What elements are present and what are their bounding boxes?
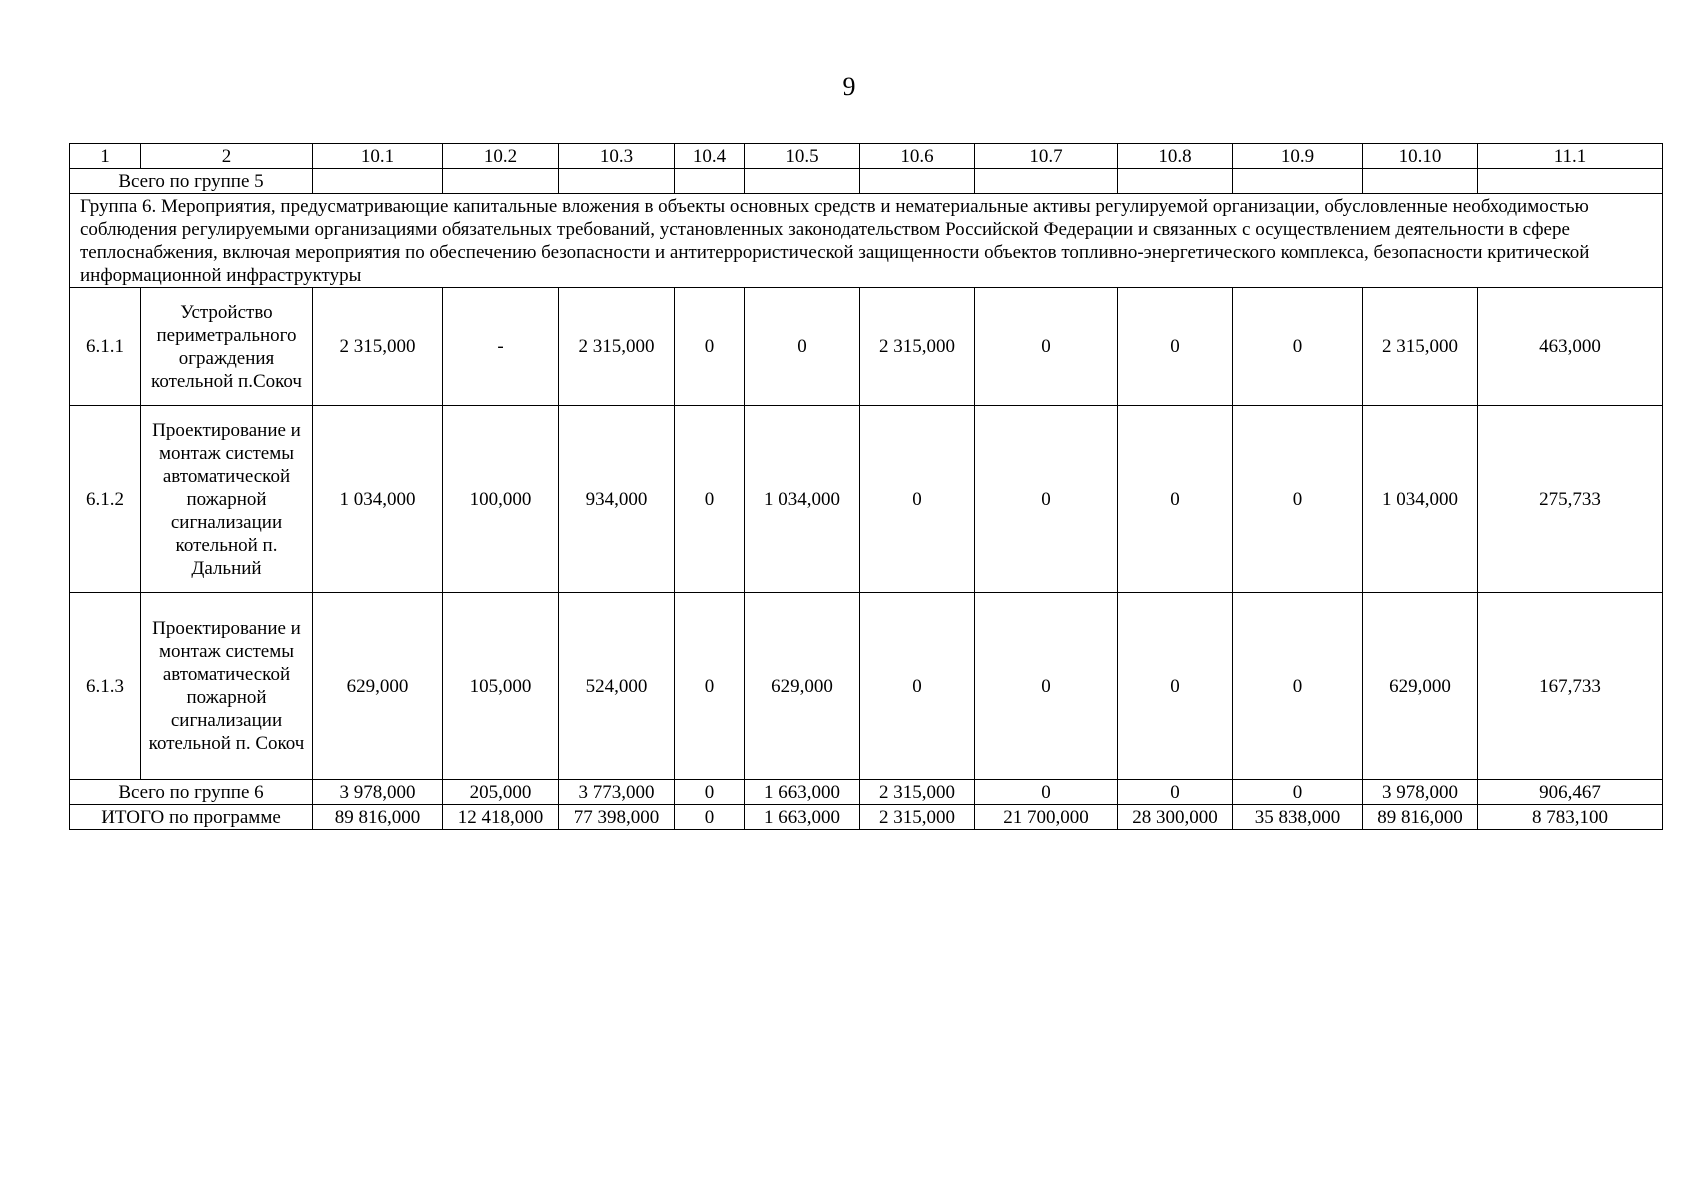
header-cell: 10.8	[1118, 144, 1233, 169]
empty-cell	[860, 169, 975, 194]
value-cell: 89 816,000	[1363, 805, 1478, 830]
value-cell: 0	[1233, 288, 1363, 406]
value-cell: 0	[1118, 288, 1233, 406]
budget-table	[69, 143, 1663, 830]
value-cell: 0	[675, 288, 745, 406]
empty-cell	[313, 169, 443, 194]
header-cell: 1	[70, 144, 141, 169]
header-cell: 10.1	[313, 144, 443, 169]
value-cell: 3 773,000	[559, 780, 675, 805]
value-cell: 167,733	[1478, 593, 1663, 780]
value-cell: 1 663,000	[745, 805, 860, 830]
value-cell: 35 838,000	[1233, 805, 1363, 830]
total-group-5-row	[70, 169, 1663, 194]
total-program-label: ИТОГО по программе	[70, 805, 313, 830]
value-cell: 2 315,000	[1363, 288, 1478, 406]
value-cell: 0	[1118, 406, 1233, 593]
header-cell: 10.5	[745, 144, 860, 169]
header-cell: 10.9	[1233, 144, 1363, 169]
value-cell: 0	[675, 406, 745, 593]
value-cell: 0	[975, 780, 1118, 805]
value-cell: 100,000	[443, 406, 559, 593]
value-cell: 1 663,000	[745, 780, 860, 805]
value-cell: 2 315,000	[559, 288, 675, 406]
value-cell: 2 315,000	[313, 288, 443, 406]
value-cell: 1 034,000	[1363, 406, 1478, 593]
header-row	[70, 144, 1663, 169]
total-program-row	[70, 805, 1663, 830]
value-cell: 89 816,000	[313, 805, 443, 830]
value-cell: 0	[1233, 593, 1363, 780]
total-group-6-row	[70, 780, 1663, 805]
header-cell: 10.2	[443, 144, 559, 169]
table-row	[70, 288, 1663, 406]
empty-cell	[1118, 169, 1233, 194]
header-cell: 10.10	[1363, 144, 1478, 169]
header-cell: 2	[141, 144, 313, 169]
value-cell: 0	[975, 288, 1118, 406]
value-cell: 28 300,000	[1118, 805, 1233, 830]
value-cell: 1 034,000	[313, 406, 443, 593]
value-cell: 2 315,000	[860, 288, 975, 406]
page-number: 9	[842, 72, 856, 101]
value-cell: 0	[1233, 780, 1363, 805]
empty-cell	[1478, 169, 1663, 194]
empty-cell	[559, 169, 675, 194]
value-cell: 0	[675, 593, 745, 780]
value-cell: 275,733	[1478, 406, 1663, 593]
value-cell: 0	[675, 805, 745, 830]
measure-name: Проектирование и монтаж системы автоматической пожарной сигнализации котельной п. Дальний	[141, 406, 313, 593]
empty-cell	[675, 169, 745, 194]
value-cell: 0	[1233, 406, 1363, 593]
value-cell: 0	[860, 593, 975, 780]
value-cell: 8 783,100	[1478, 805, 1663, 830]
row-number: 6.1.3	[70, 593, 141, 780]
table-row	[70, 406, 1663, 593]
total-group-5-label: Всего по группе 5	[70, 169, 313, 194]
header-cell: 11.1	[1478, 144, 1663, 169]
value-cell: 0	[745, 288, 860, 406]
value-cell: 3 978,000	[313, 780, 443, 805]
empty-cell	[975, 169, 1118, 194]
value-cell: 629,000	[1363, 593, 1478, 780]
value-cell: 2 315,000	[860, 805, 975, 830]
header-cell: 10.4	[675, 144, 745, 169]
value-cell: -	[443, 288, 559, 406]
value-cell: 3 978,000	[1363, 780, 1478, 805]
value-cell: 0	[1118, 593, 1233, 780]
empty-cell	[1233, 169, 1363, 194]
value-cell: 21 700,000	[975, 805, 1118, 830]
table-row	[70, 593, 1663, 780]
row-number: 6.1.2	[70, 406, 141, 593]
value-cell: 77 398,000	[559, 805, 675, 830]
empty-cell	[443, 169, 559, 194]
measure-name: Устройство периметрального ограждения котельной п.Сокоч	[141, 288, 313, 406]
value-cell: 463,000	[1478, 288, 1663, 406]
value-cell: 906,467	[1478, 780, 1663, 805]
group-6-header-row	[70, 194, 1663, 288]
value-cell: 629,000	[745, 593, 860, 780]
value-cell: 0	[975, 593, 1118, 780]
value-cell: 105,000	[443, 593, 559, 780]
empty-cell	[745, 169, 860, 194]
value-cell: 12 418,000	[443, 805, 559, 830]
value-cell: 524,000	[559, 593, 675, 780]
value-cell: 0	[975, 406, 1118, 593]
header-cell: 10.3	[559, 144, 675, 169]
value-cell: 0	[1118, 780, 1233, 805]
total-group-6-label: Всего по группе 6	[70, 780, 313, 805]
group-6-description: Группа 6. Мероприятия, предусматривающие капитальные вложения в объекты основных средств и нематериальные активы регулируемой организации, обусловленные необходимостью соблюдения регулируемыми организациями обязательных требований, установленных законодательством Российской Федерации и связанных с осуществлением деятельности в сфере теплоснабжения, включая мероприятия по обеспечению безопасности и антитеррористической защищенности объектов топливно-энергетического комплекса, безопасности критической информационной инфраструктуры	[70, 194, 1663, 288]
header-cell: 10.7	[975, 144, 1118, 169]
value-cell: 629,000	[313, 593, 443, 780]
value-cell: 0	[675, 780, 745, 805]
value-cell: 205,000	[443, 780, 559, 805]
value-cell: 1 034,000	[745, 406, 860, 593]
value-cell: 2 315,000	[860, 780, 975, 805]
measure-name: Проектирование и монтаж системы автоматической пожарной сигнализации котельной п. Сокоч	[141, 593, 313, 780]
value-cell: 0	[860, 406, 975, 593]
row-number: 6.1.1	[70, 288, 141, 406]
value-cell: 934,000	[559, 406, 675, 593]
header-cell: 10.6	[860, 144, 975, 169]
empty-cell	[1363, 169, 1478, 194]
